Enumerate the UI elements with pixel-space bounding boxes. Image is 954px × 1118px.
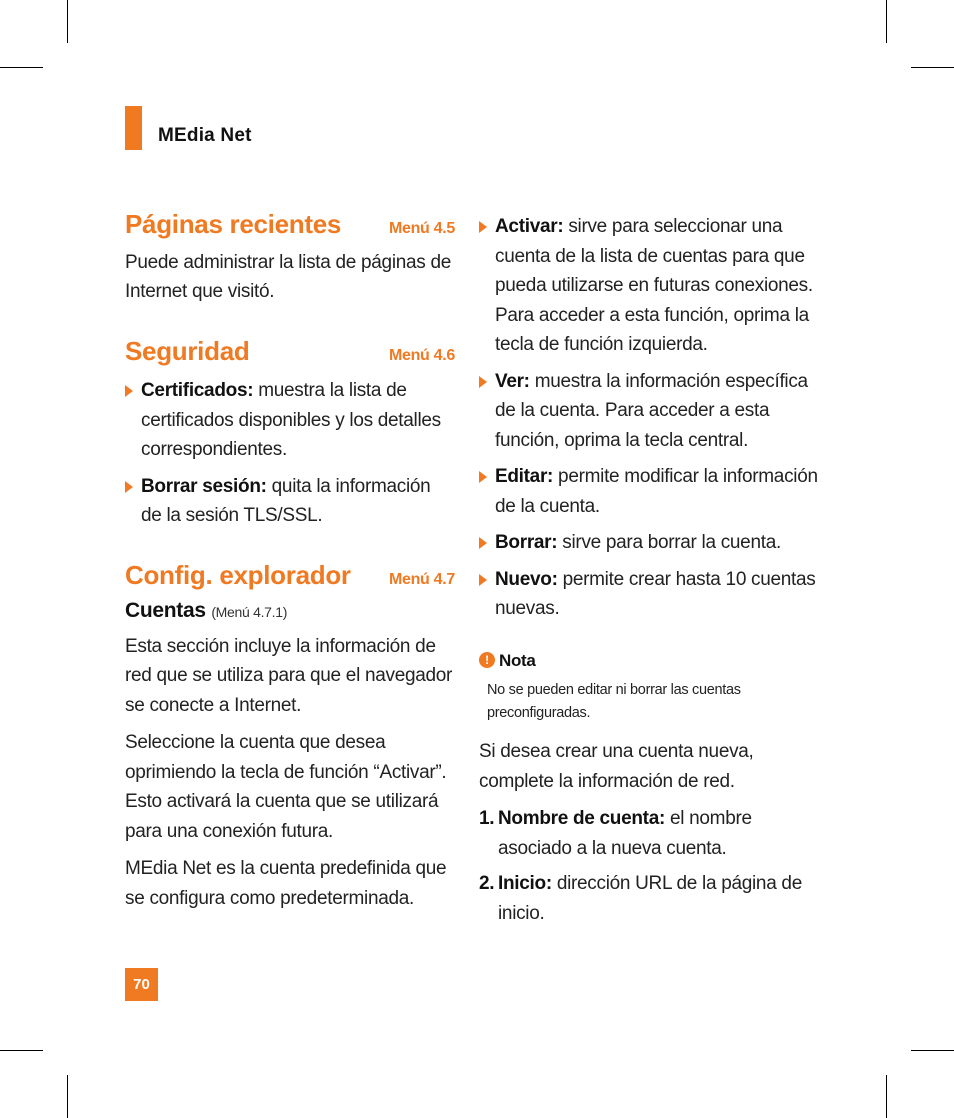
heading-title: Seguridad <box>125 335 250 366</box>
section-label: MEdia Net <box>158 125 252 146</box>
paragraph: MEdia Net es la cuenta predefinida que se configura como predeterminada. <box>125 858 447 909</box>
item-text: el nombre asociado a la nueva cuenta. <box>498 808 752 859</box>
note-heading <box>479 646 819 676</box>
crop-mark-bottom-left-h <box>0 1050 43 1051</box>
bullet-arrow-icon <box>479 376 487 388</box>
item-label: Ver: <box>495 370 530 392</box>
list-item <box>125 472 455 531</box>
item-text: dirección URL de la página de inicio. <box>498 873 802 924</box>
page-number: 70 <box>125 968 158 1001</box>
heading-title: Config. explorador <box>125 559 351 590</box>
list-item <box>125 376 455 465</box>
crop-mark-top-left-h <box>0 67 43 68</box>
list-item <box>479 565 819 624</box>
item-label: Certificados: <box>141 380 254 401</box>
item-number: 2. <box>479 873 495 894</box>
heading-config-explorador <box>125 561 455 595</box>
heading-menu-ref: Menú 4.6 <box>388 346 455 364</box>
heading-menu-ref: Menú 4.7 <box>388 570 455 588</box>
list-item <box>479 462 819 521</box>
bullet-arrow-icon <box>479 221 487 233</box>
subheading-menu-ref: (Menú 4.7.1) <box>211 604 288 620</box>
paragraph: Seleccione la cuenta que desea oprimiendo la tecla de función “Activar”. Esto activará la cuenta que se utilizará para una conexión futura. <box>125 732 447 842</box>
note-title: Nota <box>499 650 536 670</box>
item-label: Inicio: <box>498 873 552 894</box>
item-label: Nuevo: <box>495 568 558 590</box>
crop-mark-bottom-right-v <box>886 1075 887 1118</box>
bullet-arrow-icon <box>479 537 487 549</box>
list-item <box>479 528 819 558</box>
right-column <box>479 212 819 934</box>
warning-icon: ! <box>479 652 495 668</box>
bullet-arrow-icon <box>479 471 487 483</box>
subheading-cuentas <box>125 596 455 628</box>
crop-mark-bottom-left-v <box>67 1075 68 1118</box>
subheading-title: Cuentas <box>125 599 206 622</box>
item-text: sirve para borrar la cuenta. <box>557 532 781 553</box>
heading-title: Páginas recientes <box>125 209 342 239</box>
list-item <box>479 367 819 456</box>
item-label: Borrar: <box>495 532 558 553</box>
seguridad-list <box>125 376 455 531</box>
item-text: sirve para seleccionar una cuenta de la lista de cuentas para que pueda utilizarse en futuras conexiones. Para acceder a esta función, oprima la tecla de función izquierda. <box>495 216 813 355</box>
heading-seguridad <box>125 337 455 371</box>
numbered-item <box>479 804 819 863</box>
numbered-item <box>479 869 819 928</box>
bullet-arrow-icon <box>125 385 133 397</box>
paragraph: Si desea crear una cuenta nueva, complete la información de red. <box>479 741 754 792</box>
item-text: quita la información de la sesión TLS/SSL. <box>141 475 431 526</box>
bullet-arrow-icon <box>479 574 487 586</box>
item-label: Editar: <box>495 466 554 487</box>
item-text: muestra la información específica de la cuenta. Para acceder a esta función, oprima la tecla central. <box>495 370 808 451</box>
note-text: No se pueden editar ni borrar las cuentas preconfiguradas. <box>487 682 741 721</box>
bullet-arrow-icon <box>125 481 133 493</box>
paragraph: Esta sección incluye la información de red que se utiliza para que el navegador se conecte a Internet. <box>125 635 453 716</box>
section-marker-bar <box>125 106 142 150</box>
crop-mark-bottom-right-h <box>911 1050 954 1051</box>
item-text: permite modificar la información de la cuenta. <box>495 466 818 517</box>
item-label: Activar: <box>495 216 564 237</box>
item-text: permite crear hasta 10 cuentas nuevas. <box>495 568 816 619</box>
heading-paginas-recientes <box>125 210 455 244</box>
crop-mark-top-left-v <box>67 0 68 43</box>
item-label: Borrar sesión: <box>141 475 267 497</box>
crop-mark-top-right-v <box>886 0 887 43</box>
list-item <box>479 212 819 360</box>
item-number: 1. <box>479 808 495 829</box>
paragraph: Puede administrar la lista de páginas de Internet que visitó. <box>125 251 451 302</box>
crop-mark-top-right-h <box>911 67 954 68</box>
heading-menu-ref: Menú 4.5 <box>388 220 455 237</box>
item-text: muestra la lista de certificados disponibles y los detalles correspondientes. <box>141 380 441 460</box>
item-label: Nombre de cuenta: <box>498 808 665 829</box>
left-column <box>125 210 455 921</box>
